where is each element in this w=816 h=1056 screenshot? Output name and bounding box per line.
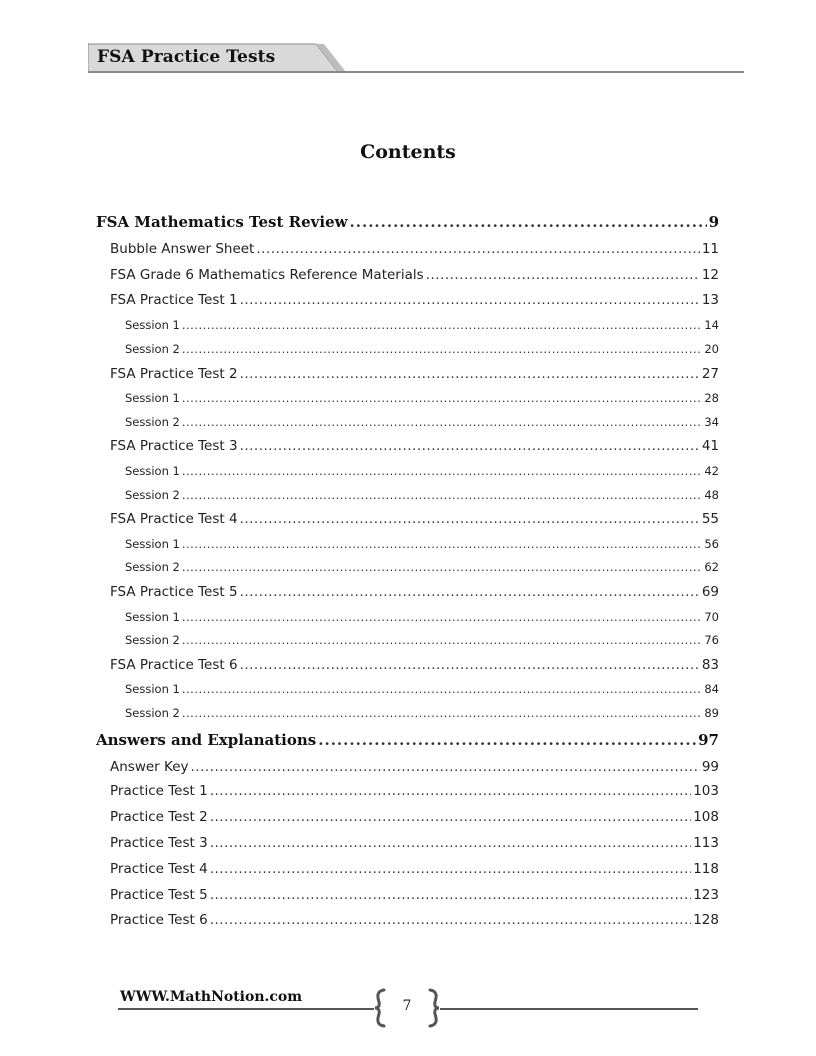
toc-dot-leader bbox=[210, 912, 692, 928]
toc-dot-leader bbox=[240, 511, 700, 527]
toc-subentry bbox=[125, 391, 719, 405]
page-number: 7 bbox=[402, 998, 412, 1014]
toc-dot-leader bbox=[182, 415, 703, 429]
toc-entry-label: FSA Grade 6 Mathematics Reference Materials bbox=[110, 267, 424, 283]
toc-entry-page: 128 bbox=[693, 912, 719, 928]
toc-entry bbox=[110, 366, 719, 382]
toc-dot-leader bbox=[426, 267, 700, 283]
toc-dot-leader bbox=[182, 391, 703, 405]
toc-subentry bbox=[125, 633, 719, 647]
toc-subentry bbox=[125, 706, 719, 720]
toc-entry bbox=[110, 657, 719, 673]
toc-entry-label: Answer Key bbox=[110, 759, 189, 775]
toc-entry-page: 13 bbox=[701, 292, 719, 308]
toc-entry-page: 118 bbox=[693, 861, 719, 877]
toc-entry-label: Session 2 bbox=[125, 342, 180, 356]
toc-entry-label: Session 1 bbox=[125, 610, 180, 624]
toc-entry-label: FSA Practice Test 4 bbox=[110, 511, 238, 527]
toc-entry-page: 34 bbox=[704, 415, 719, 429]
toc-dot-leader bbox=[210, 887, 692, 903]
toc-subentry bbox=[125, 610, 719, 624]
toc-dot-leader bbox=[182, 682, 703, 696]
toc-entry-page: 42 bbox=[704, 464, 719, 478]
footer-page-box bbox=[374, 988, 440, 1028]
toc-entry-label: Practice Test 2 bbox=[110, 809, 208, 825]
toc-entry-page: 41 bbox=[701, 438, 719, 454]
toc-entry bbox=[110, 835, 719, 851]
toc-entry-label: Practice Test 4 bbox=[110, 861, 208, 877]
toc-entry-page: 48 bbox=[704, 488, 719, 502]
toc-entry bbox=[110, 912, 719, 928]
toc-dot-leader bbox=[210, 861, 692, 877]
toc-dot-leader bbox=[210, 835, 692, 851]
toc-dot-leader bbox=[256, 241, 699, 257]
toc-entry bbox=[110, 759, 719, 775]
running-header bbox=[88, 40, 744, 76]
toc-entry-label: Practice Test 1 bbox=[110, 783, 208, 799]
toc-dot-leader bbox=[210, 783, 692, 799]
toc-entry-page: 12 bbox=[701, 267, 719, 283]
toc-dot-leader bbox=[350, 213, 707, 231]
toc-entry bbox=[110, 783, 719, 799]
toc-dot-leader bbox=[182, 464, 703, 478]
toc-dot-leader bbox=[182, 342, 703, 356]
toc-dot-leader bbox=[182, 488, 703, 502]
toc-entry-label: Session 2 bbox=[125, 415, 180, 429]
toc-entry-label: Answers and Explanations bbox=[96, 731, 317, 749]
toc-entry-label: Session 1 bbox=[125, 391, 180, 405]
toc-entry-page: 84 bbox=[704, 682, 719, 696]
toc-entry-page: 103 bbox=[693, 783, 719, 799]
toc-entry-page: 27 bbox=[701, 366, 719, 382]
toc-entry-label: Session 2 bbox=[125, 706, 180, 720]
toc-entry-page: 97 bbox=[698, 731, 719, 749]
toc-section-entry bbox=[96, 731, 719, 749]
toc-entry-page: 70 bbox=[704, 610, 719, 624]
toc-entry-label: Session 2 bbox=[125, 633, 180, 647]
toc-entry-page: 28 bbox=[704, 391, 719, 405]
toc-entry-label: Bubble Answer Sheet bbox=[110, 241, 255, 257]
toc-entry bbox=[110, 292, 719, 308]
toc-subentry bbox=[125, 342, 719, 356]
toc-entry-label: Session 2 bbox=[125, 560, 180, 574]
toc-entry bbox=[110, 861, 719, 877]
toc-entry-label: Session 1 bbox=[125, 537, 180, 551]
toc-subentry bbox=[125, 415, 719, 429]
toc-entry-page: 9 bbox=[708, 213, 719, 231]
toc-entry-page: 55 bbox=[701, 511, 719, 527]
toc-entry-page: 123 bbox=[693, 887, 719, 903]
toc-entry-label: Practice Test 6 bbox=[110, 912, 208, 928]
toc-dot-leader bbox=[182, 610, 703, 624]
toc-entry-label: Session 1 bbox=[125, 464, 180, 478]
toc-entry bbox=[110, 809, 719, 825]
toc-entry bbox=[110, 438, 719, 454]
toc-entry-label: FSA Practice Test 1 bbox=[110, 292, 238, 308]
toc-entry bbox=[110, 887, 719, 903]
toc-entry-page: 113 bbox=[693, 835, 719, 851]
toc-dot-leader bbox=[182, 633, 703, 647]
toc-dot-leader bbox=[182, 537, 703, 551]
toc-entry bbox=[110, 241, 719, 257]
toc-entry bbox=[110, 584, 719, 600]
toc-entry-label: FSA Practice Test 6 bbox=[110, 657, 238, 673]
footer-website: WWW.MathNotion.com bbox=[120, 989, 303, 1005]
toc-dot-leader bbox=[240, 584, 700, 600]
toc-dot-leader bbox=[210, 809, 692, 825]
toc-entry-label: Practice Test 5 bbox=[110, 887, 208, 903]
toc-entry bbox=[110, 267, 719, 283]
toc-entry-page: 76 bbox=[704, 633, 719, 647]
toc-entry-label: FSA Practice Test 2 bbox=[110, 366, 238, 382]
toc-subentry bbox=[125, 464, 719, 478]
toc-entry-label: Session 2 bbox=[125, 488, 180, 502]
toc-entry-page: 11 bbox=[701, 241, 719, 257]
toc-subentry bbox=[125, 318, 719, 332]
toc-subentry bbox=[125, 682, 719, 696]
toc-dot-leader bbox=[240, 438, 700, 454]
toc-entry-page: 69 bbox=[701, 584, 719, 600]
header-title: FSA Practice Tests bbox=[97, 47, 276, 67]
toc-entry-label: FSA Mathematics Test Review bbox=[96, 213, 348, 231]
toc-subentry bbox=[125, 488, 719, 502]
toc-entry-label: FSA Practice Test 3 bbox=[110, 438, 238, 454]
toc-dot-leader bbox=[240, 366, 700, 382]
toc-section-entry bbox=[96, 213, 719, 231]
toc-dot-leader bbox=[191, 759, 700, 775]
toc-entry-label: Session 1 bbox=[125, 318, 180, 332]
toc-dot-leader bbox=[240, 292, 700, 308]
toc-dot-leader bbox=[240, 657, 700, 673]
toc-entry-page: 56 bbox=[704, 537, 719, 551]
toc-dot-leader bbox=[182, 560, 703, 574]
toc-entry-page: 83 bbox=[701, 657, 719, 673]
toc-entry-page: 14 bbox=[704, 318, 719, 332]
toc-entry bbox=[110, 511, 719, 527]
toc-entry-label: Practice Test 3 bbox=[110, 835, 208, 851]
page-title: Contents bbox=[360, 141, 456, 163]
toc-subentry bbox=[125, 537, 719, 551]
toc-dot-leader bbox=[182, 706, 703, 720]
toc-entry-page: 89 bbox=[704, 706, 719, 720]
toc-dot-leader bbox=[182, 318, 703, 332]
toc-entry-page: 108 bbox=[693, 809, 719, 825]
toc-subentry bbox=[125, 560, 719, 574]
toc-entry-page: 99 bbox=[701, 759, 719, 775]
toc-dot-leader bbox=[318, 731, 696, 749]
toc-entry-label: FSA Practice Test 5 bbox=[110, 584, 238, 600]
toc-entry-page: 62 bbox=[704, 560, 719, 574]
toc-entry-page: 20 bbox=[704, 342, 719, 356]
toc-entry-label: Session 1 bbox=[125, 682, 180, 696]
